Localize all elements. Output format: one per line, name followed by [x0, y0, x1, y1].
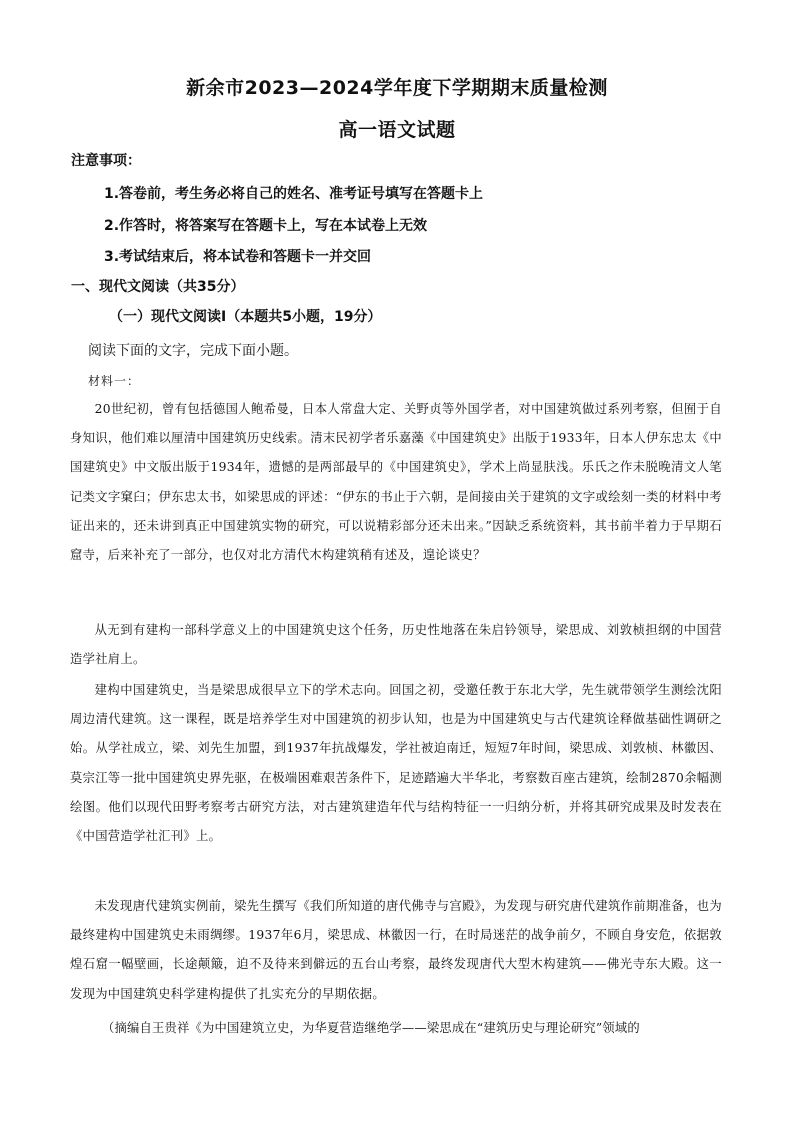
- section-title: 一、现代文阅读（共35分）: [71, 279, 245, 295]
- page-title: 新余市2023—2024学年度下学期期末质量检测: [186, 77, 608, 99]
- subsection-title: （一）现代文阅读Ⅰ（本题共5小题，19分）: [109, 309, 382, 325]
- notice-item-2: 2.作答时，将答案写在答题卡上，写在本试卷上无效: [104, 218, 428, 234]
- notice-heading: 注意事项：: [71, 153, 141, 169]
- material-paragraph: 建构中国建筑史，当是梁思成很早立下的学术志向。回国之初，受邀任教于东北大学，先生就带领学生测绘沈阳周边清代建筑。这一课程，既是培养学生对中国建筑的初步认知，也是为中国建筑史与古代建筑诠释做基础性调研之始。从学社成立，梁、刘先生加盟，到1937年抗战爆发，学社被迫南迁，短短7年时间，梁思成、刘敦桢、林徽因、莫宗江等一批中国建筑史界先驱，在极端困难艰苦条件下，足迹踏遍大半华北，考察数百座古建筑，绘制2870余幅测绘图。他们以现代田野考察考古研究方法，对古建筑建造年代与结构特征一一归纳分析，并将其研究成果及时发表在《中国营造学社汇刊》上。: [70, 683, 722, 844]
- page-subtitle: 高一语文试题: [338, 119, 456, 141]
- source-citation: （摘编自王贵祥《为中国建筑立史，为华夏营造继绝学——梁思成在“建筑历史与理论研究”领域的: [102, 1021, 640, 1035]
- notice-item-1: 1.答卷前，考生务必将自己的姓名、准考证号填写在答题卡上: [104, 186, 484, 202]
- material-paragraph: 从无到有建构一部科学意义上的中国建筑史这个任务，历史性地落在朱启钤领导，梁思成、刘敦桢担纲的中国营造学社肩上。: [70, 623, 722, 667]
- reading-instruction: 阅读下面的文字，完成下面小题。: [88, 343, 298, 359]
- notice-item-3: 3.考试结束后，将本试卷和答题卡一并交回: [104, 249, 372, 265]
- material-paragraph: 20世纪初，曾有包括德国人鲍希曼，日本人常盘大定、关野贞等外国学者，对中国建筑做过系列考察，但囿于自身知识，他们难以厘清中国建筑历史线索。清末民初学者乐嘉藻《中国建筑史》出版于1933年，日本人伊东忠太《中国建筑史》中文版出版于1934年，遗憾的是两部最早的《中国建筑史》，学术上尚显肤浅。乐氏之作未脱晚清文人笔记类文字窠臼；伊东忠太书，如梁思成的评述：“伊东的书止于六朝，是间接由关于建筑的文字或绘刻一类的材料中考证出来的，还未讲到真正中国建筑实物的研究，可以说精彩部分还未出来。”因缺乏系统资料，其书前半着力于早期石窟寺，后来补充了一部分，也仅对北方清代木构建筑稍有述及，遑论谈史？: [70, 402, 722, 563]
- material-label: 材料一：: [88, 374, 141, 388]
- material-paragraph: 未发现唐代建筑实例前，梁先生撰写《我们所知道的唐代佛寺与宫殿》，为发现与研究唐代建筑作前期准备，也为最终建构中国建筑史未雨绸缪。1937年6月，梁思成、林徽因一行，在时局迷茫的战争前夕，不顾自身安危，依据敦煌石窟一幅壁画，长途颠簸，迫不及待来到僻远的五台山考察，最终发现唐代大型木构建筑——佛光寺东大殿。这一发现为中国建筑史科学建构提供了扎实充分的早期依据。: [70, 899, 722, 1001]
